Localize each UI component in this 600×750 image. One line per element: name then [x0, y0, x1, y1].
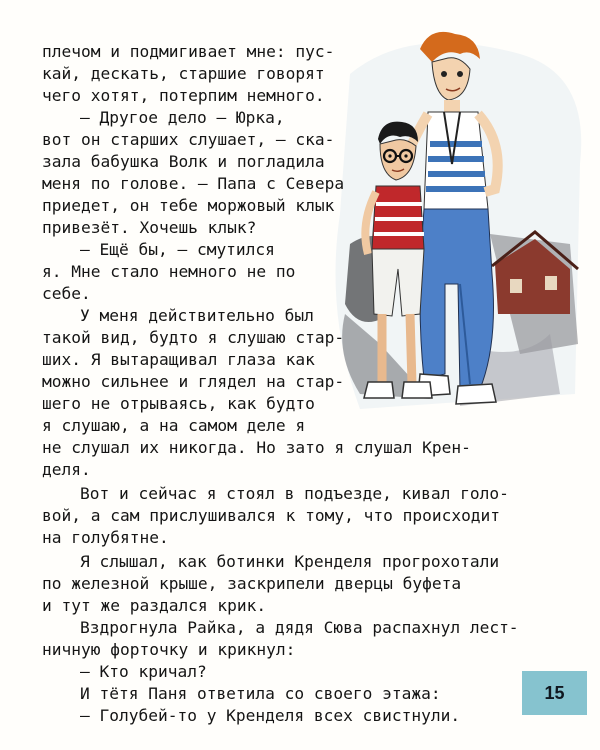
text-line: такой вид, будто я слушаю стар- [42, 328, 345, 347]
text-line: зала бабушка Волк и погладила [42, 152, 325, 171]
text-line: вой, а сам прислушивался к тому, что происходит [42, 506, 501, 525]
illustration-two-boys [320, 14, 595, 419]
text-line: — Ещё бы, — смутился [80, 240, 275, 259]
text-line: на голубятне. [42, 528, 169, 547]
text-line: себе. [42, 284, 91, 303]
text-line: я слушаю, а на самом деле я [42, 416, 306, 435]
text-line: я. Мне стало немного не по [42, 262, 296, 281]
page-number: 15 [544, 682, 565, 703]
text-line: вот он старших слушает, — ска- [42, 130, 335, 149]
text-line: и тут же раздался крик. [42, 596, 267, 615]
text-line: деля. [42, 460, 91, 479]
text-line: привезёт. Хочешь клык? [42, 218, 257, 237]
text-line: — Голубей-то у Кренделя всех свистнули. [80, 706, 461, 725]
text-line: меня по голове. — Папа с Севера [42, 174, 345, 193]
text-line: можно сильнее и глядел на стар- [42, 372, 345, 391]
text-line: ших. Я вытаращивал глаза как [42, 350, 315, 369]
text-line: плечом и подмигивает мне: пус- [42, 42, 335, 61]
text-line: И тётя Паня ответила со своего этажа: [80, 684, 441, 703]
text-line: приедет, он тебе моржовый клык [42, 196, 335, 215]
text-line: — Кто кричал? [80, 662, 207, 681]
text-line: чего хотят, потерпим немного. [42, 86, 325, 105]
text-line: по железной крыше, заскрипели дверцы буфета [42, 574, 462, 593]
text-line: — Другое дело — Юрка, [80, 108, 285, 127]
text-line: ничную форточку и крикнул: [42, 640, 296, 659]
text-line: шего не отрываясь, как будто [42, 394, 315, 413]
text-line: не слушал их никогда. Но зато я слушал Крен- [42, 438, 471, 457]
text-line: Я слышал, как ботинки Кренделя прогрохотали [80, 552, 500, 571]
text-line: кай, дескать, старшие говорят [42, 64, 325, 83]
text-line: Вот и сейчас я стоял в подъезде, кивал голо- [80, 484, 509, 503]
text-line: У меня действительно был [80, 306, 314, 325]
text-line: Вздрогнула Райка, а дядя Сюва распахнул лест- [80, 618, 519, 637]
page-number-badge [522, 671, 587, 715]
